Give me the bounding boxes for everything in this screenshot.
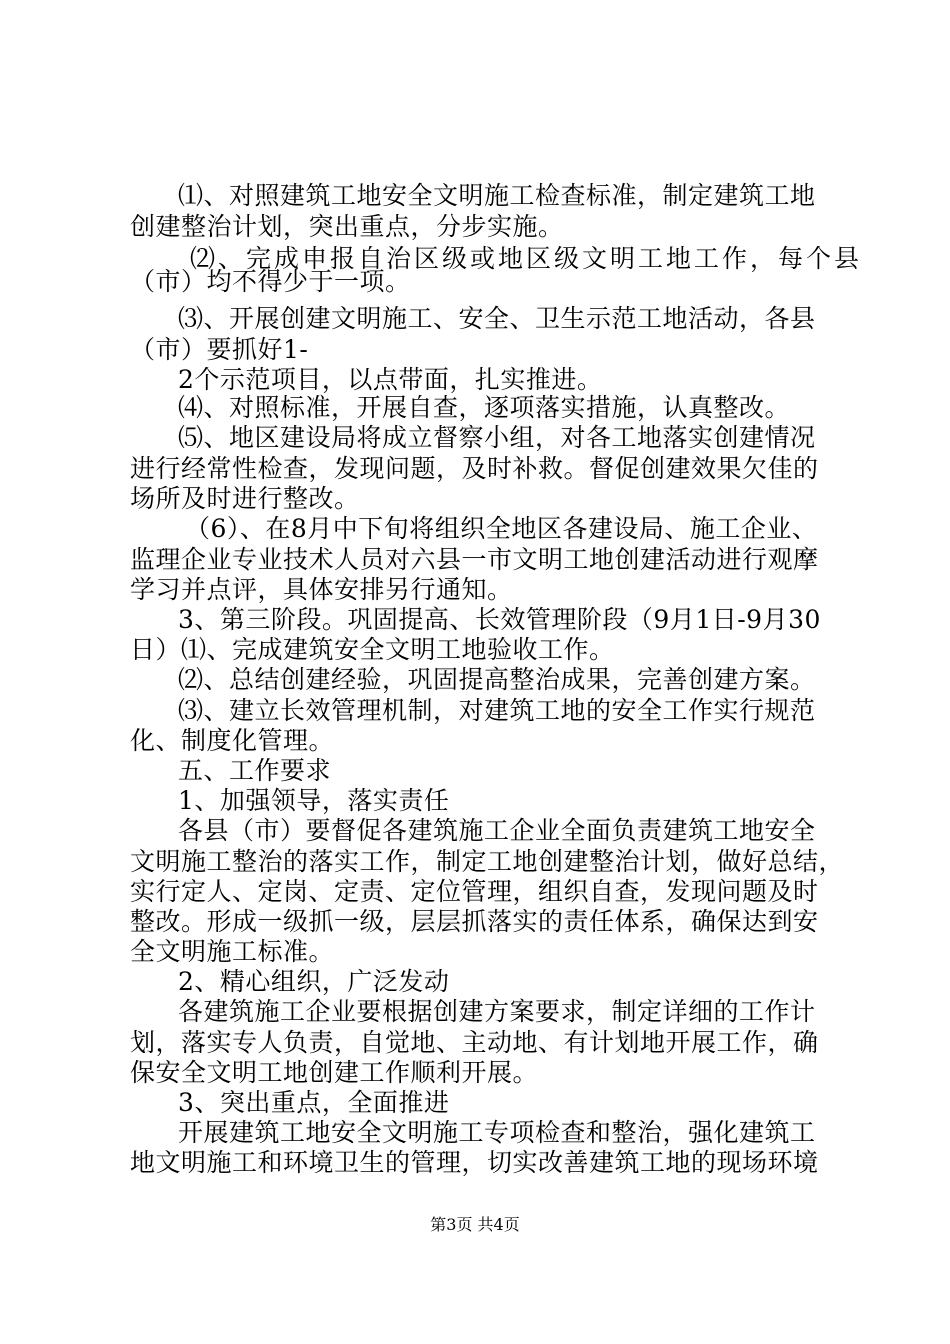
paragraph-line: 3、第三阶段。巩固提高、长效管理阶段（9月1日-9月30 xyxy=(178,605,821,634)
paragraph-line: （6）、在8月中下旬将组织全地区各建设局、施工企业、 xyxy=(185,514,818,543)
page-number-footer: 第3页 共4页 xyxy=(430,1215,520,1234)
sub-heading: 2、精心组织，广泛发动 xyxy=(178,967,450,996)
paragraph-line: 文明施工整治的落实工作，制定工地创建整治计划，做好总结， xyxy=(130,847,845,876)
paragraph-line: 场所及时进行整改。 xyxy=(130,484,360,513)
paragraph-line: 各建筑施工企业要根据创建方案要求，制定详细的工作计 xyxy=(178,997,816,1026)
paragraph-line: ⑷、对照标准，开展自查，逐项落实措施，认真整改。 xyxy=(178,393,791,422)
paragraph-line: （市）要抓好1- xyxy=(130,335,309,364)
paragraph-line: 创建整治计划，突出重点，分步实施。 xyxy=(130,212,564,241)
paragraph-line: 地文明施工和环境卫生的管理，切实改善建筑工地的现场环境 xyxy=(130,1148,819,1177)
paragraph-line: ⑶、建立长效管理机制，对建筑工地的安全工作实行规范 xyxy=(178,696,816,725)
paragraph-line: ⑴、对照建筑工地安全文明施工检查标准，制定建筑工地 xyxy=(178,181,816,210)
paragraph-line: 整改。形成一级抓一级，层层抓落实的责任体系，确保达到安 xyxy=(130,907,819,936)
paragraph-line: 开展建筑工地安全文明施工专项检查和整治，强化建筑工 xyxy=(178,1118,816,1147)
paragraph-line: 2个示范项目，以点带面，扎实推进。 xyxy=(178,365,603,394)
paragraph-line: ⑸、地区建设局将成立督察小组，对各工地落实创建情况 xyxy=(178,423,816,452)
paragraph-line: 划，落实专人负责，自觉地、主动地、有计划地开展工作，确 xyxy=(130,1028,819,1057)
paragraph-line: ⑶、开展创建文明施工、安全、卫生示范工地活动，各县 xyxy=(178,304,816,333)
paragraph-line: ⑵、完成申报自治区级或地区级文明工地工作，每个县 xyxy=(190,244,863,273)
paragraph-line: 化、制度化管理。 xyxy=(130,726,335,755)
paragraph-line: 实行定人、定岗、定责、定位管理，组织自查，发现问题及时 xyxy=(130,877,819,906)
paragraph-line: 全文明施工标准。 xyxy=(130,937,335,966)
paragraph-line: 保安全文明工地创建工作顺利开展。 xyxy=(130,1058,539,1087)
paragraph-line: 各县（市）要督促各建筑施工企业全面负责建筑工地安全 xyxy=(178,816,816,845)
sub-heading: 3、突出重点，全面推进 xyxy=(178,1088,450,1117)
sub-heading: 1、加强领导，落实责任 xyxy=(178,786,450,815)
paragraph-line: ⑵、总结创建经验，巩固提高整治成果，完善创建方案。 xyxy=(178,665,816,694)
section-heading: 五、工作要求 xyxy=(178,756,332,785)
paragraph-line: 日）⑴、完成建筑安全文明工地验收工作。 xyxy=(130,635,615,664)
paragraph-line: 监理企业专业技术人员对六县一市文明工地创建活动进行观摩 xyxy=(130,545,819,574)
paragraph-line: （市）均不得少于一项。 xyxy=(130,267,411,296)
paragraph-line: 学习并点评，具体安排另行通知。 xyxy=(130,575,513,604)
paragraph-line: 进行经常性检查，发现问题，及时补救。督促创建效果欠佳的 xyxy=(130,454,819,483)
